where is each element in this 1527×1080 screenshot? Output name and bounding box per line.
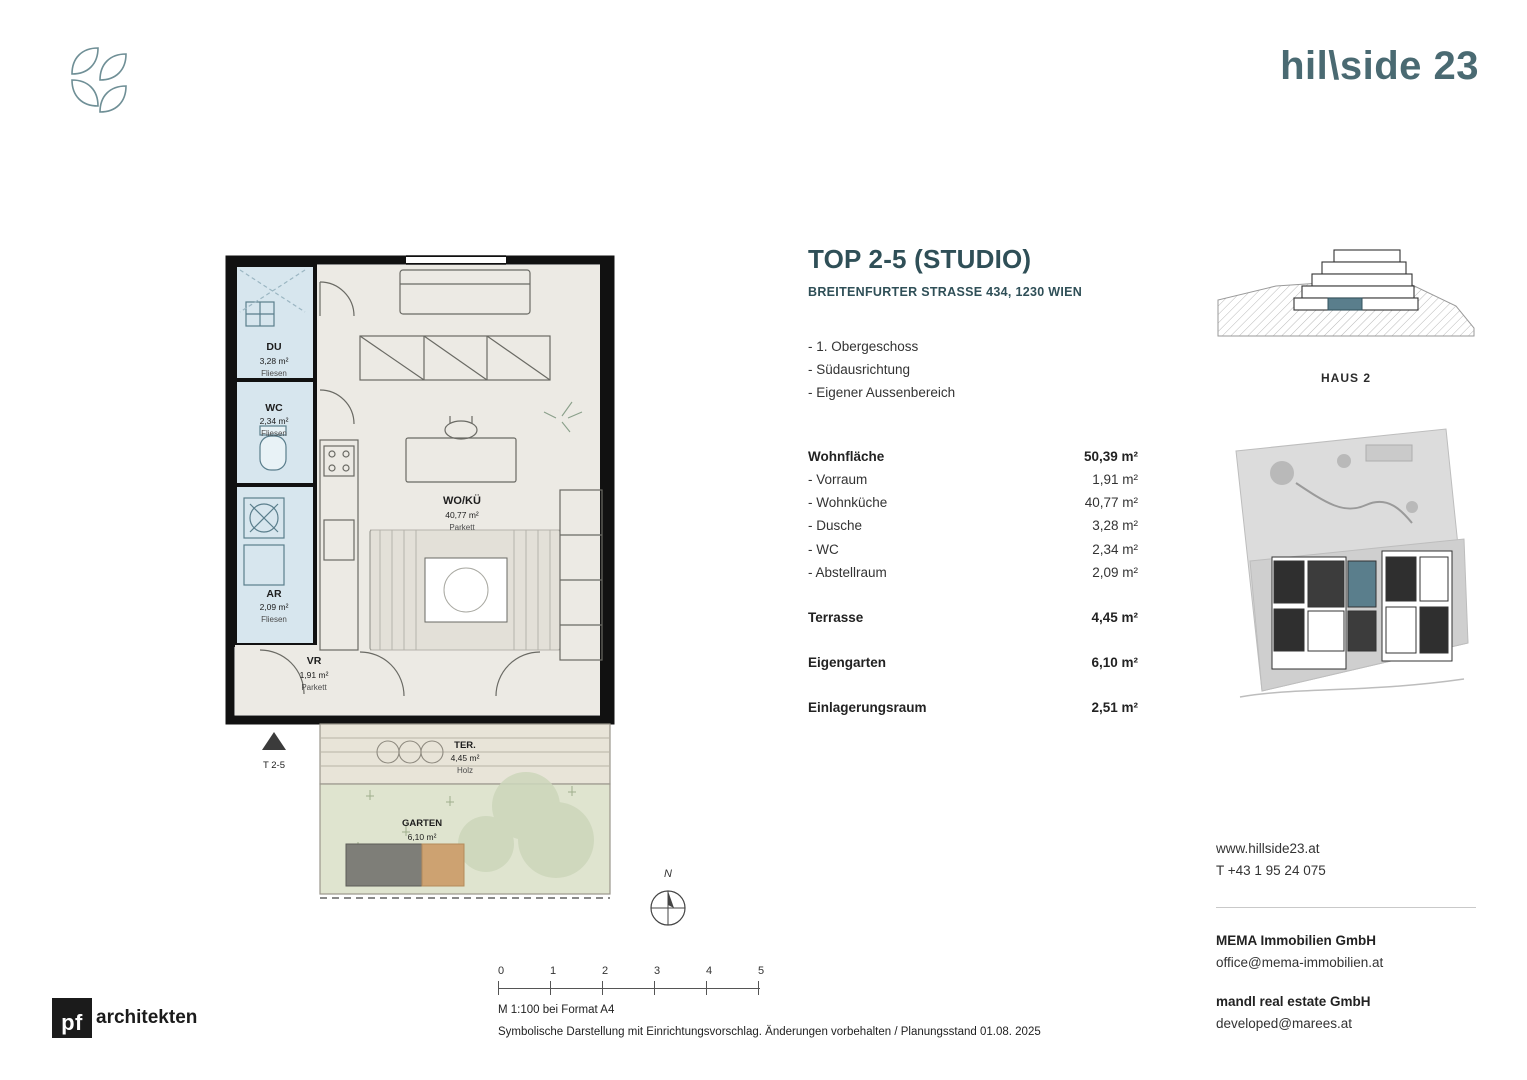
svg-text:4,45 m²: 4,45 m²	[450, 753, 480, 763]
fact-row	[808, 561, 1138, 584]
fact-label: Wohnfläche	[808, 448, 885, 464]
fact-label: - Vorraum	[808, 471, 868, 487]
org-name: MEMA Immobilien GmbH	[1216, 933, 1377, 949]
fact-label: Eigengarten	[808, 655, 887, 671]
fact-label: - WC	[808, 541, 839, 557]
fact-row	[808, 514, 1138, 537]
svg-text:Fliesen: Fliesen	[261, 429, 287, 438]
feature-bullets	[808, 335, 1138, 405]
scale-bar	[498, 981, 760, 995]
fact-row	[808, 468, 1138, 491]
svg-text:GARTEN: GARTEN	[401, 818, 443, 829]
svg-text:WC: WC	[265, 402, 283, 414]
svg-text:VR: VR	[306, 655, 322, 667]
fact-label: Terrasse	[808, 609, 864, 625]
fact-label: Einlagerungsraum	[808, 700, 927, 716]
floor-plan	[210, 240, 730, 920]
scale-tick-label: 3	[654, 965, 661, 977]
scale-block	[498, 965, 1058, 1038]
entry-arrow-icon	[262, 732, 286, 750]
address-subtitle: BREITENFURTER STRASSE 434, 1230 WIEN	[808, 285, 1083, 299]
page-title: TOP 2-5 (STUDIO)	[808, 244, 1032, 274]
disclaimer-text: Symbolische Darstellung mit Einrichtungsvorschlag. Änderungen vorbehalten / Planungsstand 01.08. 2025	[498, 1026, 1041, 1038]
fact-value: 4,45 m²	[1091, 609, 1138, 625]
org-email[interactable]: developed@marees.at	[1216, 1015, 1353, 1031]
svg-text:2,09 m²: 2,09 m²	[259, 602, 289, 612]
fact-label: - Dusche	[808, 518, 863, 534]
fact-value: 2,51 m²	[1091, 700, 1138, 716]
svg-text:WO/KÜ: WO/KÜ	[443, 495, 481, 507]
lounge-rug-icon	[370, 530, 560, 650]
contact-block	[1216, 838, 1476, 1053]
svg-text:1,91 m²: 1,91 m²	[299, 670, 329, 680]
svg-text:6,10 m²: 6,10 m²	[407, 832, 437, 842]
scale-tick-label: 4	[706, 965, 713, 977]
plan-vorraum	[235, 645, 355, 715]
fact-value: 50,39 m²	[1083, 448, 1138, 464]
fact-value: 6,10 m²	[1091, 655, 1138, 671]
svg-text:Holz: Holz	[456, 766, 474, 775]
svg-text:Fliesen: Fliesen	[261, 369, 287, 378]
scale-caption: M 1:100 bei Format A4	[498, 1004, 615, 1016]
pf-architekten-logo	[52, 998, 197, 1038]
fact-value: 40,77 m²	[1084, 495, 1138, 511]
scale-tick-label: 0	[498, 965, 505, 977]
svg-text:Parkett: Parkett	[449, 523, 475, 532]
scale-tick-label: 1	[550, 965, 557, 977]
phone-number: T +43 1 95 24 075	[1216, 862, 1326, 878]
right-column	[1216, 240, 1476, 716]
org-mandl	[1216, 991, 1476, 1034]
leaf-logo-icon	[48, 42, 158, 114]
north-label: N	[664, 868, 672, 880]
brand-title: hil\side 23	[1280, 44, 1479, 88]
svg-text:TER.: TER.	[454, 740, 476, 751]
info-column	[808, 244, 1138, 720]
fact-value: 2,34 m²	[1092, 541, 1138, 557]
org-mema	[1216, 930, 1476, 973]
divider	[1216, 907, 1476, 908]
org-email[interactable]: office@mema-immobilien.at	[1216, 954, 1384, 970]
scale-tick-label: 5	[758, 965, 765, 977]
scale-tick-label: 2	[602, 965, 609, 977]
garden-area	[320, 772, 610, 898]
svg-text:40,77 m²: 40,77 m²	[445, 510, 479, 520]
area-facts	[808, 445, 1138, 720]
fact-row	[808, 538, 1138, 561]
svg-text:Fliesen: Fliesen	[261, 615, 287, 624]
bullet-item: - 1. Obergeschoss	[808, 339, 919, 354]
fact-row-eigengarten	[808, 651, 1138, 674]
site-plan-diagram	[1216, 411, 1476, 711]
svg-text:AR: AR	[266, 588, 282, 600]
fact-label: - Abstellraum	[808, 564, 887, 580]
scale-numbers	[498, 965, 1058, 977]
bullet-item: - Südausrichtung	[808, 362, 911, 378]
fact-row	[808, 491, 1138, 514]
svg-text:Parkett: Parkett	[301, 683, 327, 692]
entry-label: T 2-5	[262, 760, 286, 771]
pf-word: architekten	[96, 1007, 198, 1028]
fact-value: 2,09 m²	[1092, 564, 1138, 580]
fact-value: 3,28 m²	[1092, 518, 1138, 534]
fact-value: 1,91 m²	[1092, 471, 1138, 487]
fact-row	[808, 445, 1138, 468]
website-link[interactable]: www.hillside23.at	[1216, 841, 1320, 856]
org-name: mandl real estate GmbH	[1216, 994, 1371, 1010]
svg-text:DU: DU	[266, 341, 282, 353]
building-section-diagram	[1216, 240, 1476, 350]
haus-label: HAUS 2	[1320, 371, 1371, 385]
fact-label: - Wohnküche	[808, 495, 888, 511]
fact-row-terrasse	[808, 606, 1138, 629]
fact-row-einlagerungsraum	[808, 696, 1138, 719]
svg-text:3,28 m²: 3,28 m²	[259, 356, 289, 366]
bullet-item: - Eigener Aussenbereich	[808, 385, 956, 401]
svg-text:2,34 m²: 2,34 m²	[259, 416, 289, 426]
pf-mark: pf	[52, 998, 92, 1038]
